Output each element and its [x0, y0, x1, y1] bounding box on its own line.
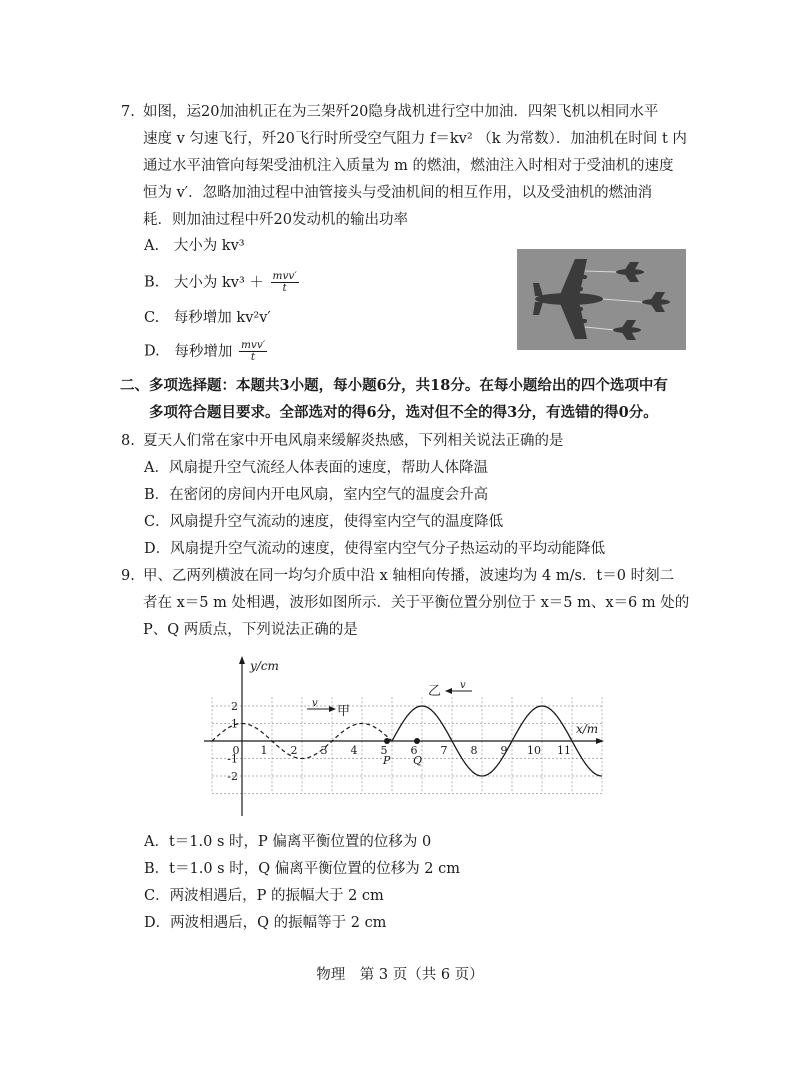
refueling-photo	[517, 249, 686, 350]
aircraft-illustration	[517, 249, 686, 350]
q7-line-5: 耗．则加油过程中歼20发动机的输出功率	[143, 212, 408, 228]
q7-option-d-fraction	[239, 340, 267, 363]
q7-line-2: 速度 v 匀速飞行，歼20飞行时所受空气阻力 f＝kv² （k 为常数）．加油机在时间 t 内	[143, 131, 687, 147]
section2-header-line-1: 二、多项选择题：本题共3小题，每小题6分，共18分。在每小题给出的四个选项中有	[120, 377, 668, 394]
q9-option-c: C．两波相遇后，P 的振幅大于 2 cm	[144, 888, 384, 904]
q7-option-d-numerator: mvv′	[240, 339, 266, 351]
x-tick-label: 0	[232, 744, 240, 757]
q9-line-3: P、Q 两质点，下列说法正确的是	[143, 622, 358, 638]
point-p-marker	[384, 738, 390, 744]
x-axis-label: x/m	[576, 722, 599, 736]
q8-option-a: A．风扇提升空气流经人体表面的速度，帮助人体降温	[144, 460, 488, 476]
y-tick-label: 1	[231, 717, 238, 731]
yi-arrow-head-icon	[445, 688, 452, 694]
q7-option-c-text: 每秒增加 kv²v′	[173, 310, 271, 326]
q7-option-b-denominator: t	[282, 282, 287, 294]
wave-graph-svg	[200, 652, 610, 822]
q7-option-b-prefix: 大小为 kv³ ＋	[173, 274, 264, 291]
point-q-marker	[414, 738, 420, 744]
q9-option-d: D．两波相遇后，Q 的振幅等于 2 cm	[144, 915, 387, 931]
q7-option-c	[144, 307, 271, 329]
x-tick-label: 9	[500, 744, 508, 757]
wave-graph	[200, 652, 610, 826]
x-tick-label: 10	[527, 744, 541, 757]
y-tick-label: 2	[231, 700, 238, 713]
x-tick-label: 6	[410, 744, 418, 757]
q8-option-c: C．风扇提升空气流动的速度，使得室内空气的温度降低	[144, 514, 504, 530]
x-tick-label: 2	[290, 744, 298, 757]
section2-header-line-2: 多项符合题目要求。全部选对的得6分，选对但不全的得3分，有选错的得0分。	[149, 404, 658, 421]
q8-stem: 夏天人们常在家中开电风扇来缓解炎热感，下列相关说法正确的是	[143, 433, 564, 449]
q8-option-d: D．风扇提升空气流动的速度，使得室内空气分子热运动的平均动能降低	[144, 541, 606, 557]
point-p-label: P	[383, 754, 391, 767]
q7-number: 7.	[121, 104, 135, 120]
x-tick-label: 3	[320, 744, 328, 757]
q7-option-b-fraction	[271, 271, 299, 294]
x-tick-label: 5	[380, 744, 388, 757]
q7-option-a-text: 大小为 kv³	[173, 238, 245, 254]
x-tick-label: 4	[350, 744, 358, 757]
q7-option-b	[144, 271, 301, 294]
q7-option-c-label: C.	[144, 310, 160, 326]
point-q-label: Q	[413, 754, 423, 767]
yi-wave-label: 乙	[428, 684, 442, 699]
q9-option-a: A．t＝1.0 s 时，P 偏离平衡位置的位移为 0	[144, 834, 432, 850]
q7-line-4: 恒为 v′．忽略加油过程中油管接头与受油机间的相互作用，以及受油机的燃油消	[143, 185, 653, 201]
q9-number: 9.	[121, 568, 135, 584]
x-tick-label: 11	[557, 744, 571, 757]
jia-velocity-label: v	[312, 698, 318, 709]
y-tick-label: -2	[227, 770, 238, 783]
jia-wave-label: 甲	[337, 704, 351, 719]
q7-option-a-label: A.	[144, 238, 160, 254]
graph-grid	[212, 697, 602, 793]
q7-option-d-prefix: 每秒增加	[174, 343, 233, 360]
q7-option-d-label: D.	[144, 343, 160, 360]
x-tick-label: 7	[440, 744, 448, 757]
q7-option-b-numerator: mvv′	[272, 270, 297, 282]
q7-option-d-denominator: t	[250, 351, 256, 363]
q8-number: 8.	[121, 433, 135, 449]
q7-line-1: 如图，运20加油机正在为三架歼20隐身战机进行空中加油．四架飞机以相同水平	[143, 104, 659, 120]
y-axis-label: y/cm	[250, 659, 279, 673]
x-tick-label: 1	[260, 744, 268, 757]
q7-line-3: 通过水平油管向每架受油机注入质量为 m 的燃油，燃油注入时相对于受油机的速度	[143, 158, 674, 174]
q7-option-a	[144, 235, 245, 257]
page-footer: 物理 第 3 页（共 6 页）	[316, 967, 484, 983]
y-tick-label: -1	[227, 752, 238, 766]
q8-option-b: B．在密闭的房间内开电风扇，室内空气的温度会升高	[144, 487, 489, 503]
q7-option-d	[144, 340, 269, 363]
q9-option-b: B．t＝1.0 s 时，Q 偏离平衡位置的位移为 2 cm	[144, 861, 461, 877]
jia-arrow-head-icon	[329, 706, 336, 712]
x-axis-arrow-icon	[596, 738, 604, 744]
y-axis-arrow-icon	[239, 656, 245, 664]
q7-option-b-label: B.	[144, 274, 160, 291]
yi-velocity-label: v	[460, 680, 466, 691]
q9-line-1: 甲、乙两列横波在同一均匀介质中沿 x 轴相向传播，波速均为 4 m/s．t＝0 时刻二	[143, 568, 675, 584]
x-tick-label: 8	[470, 744, 478, 757]
q9-line-2: 者在 x＝5 m 处相遇，波形如图所示．关于平衡位置分别位于 x＝5 m、x＝6 m 处的	[143, 595, 690, 611]
